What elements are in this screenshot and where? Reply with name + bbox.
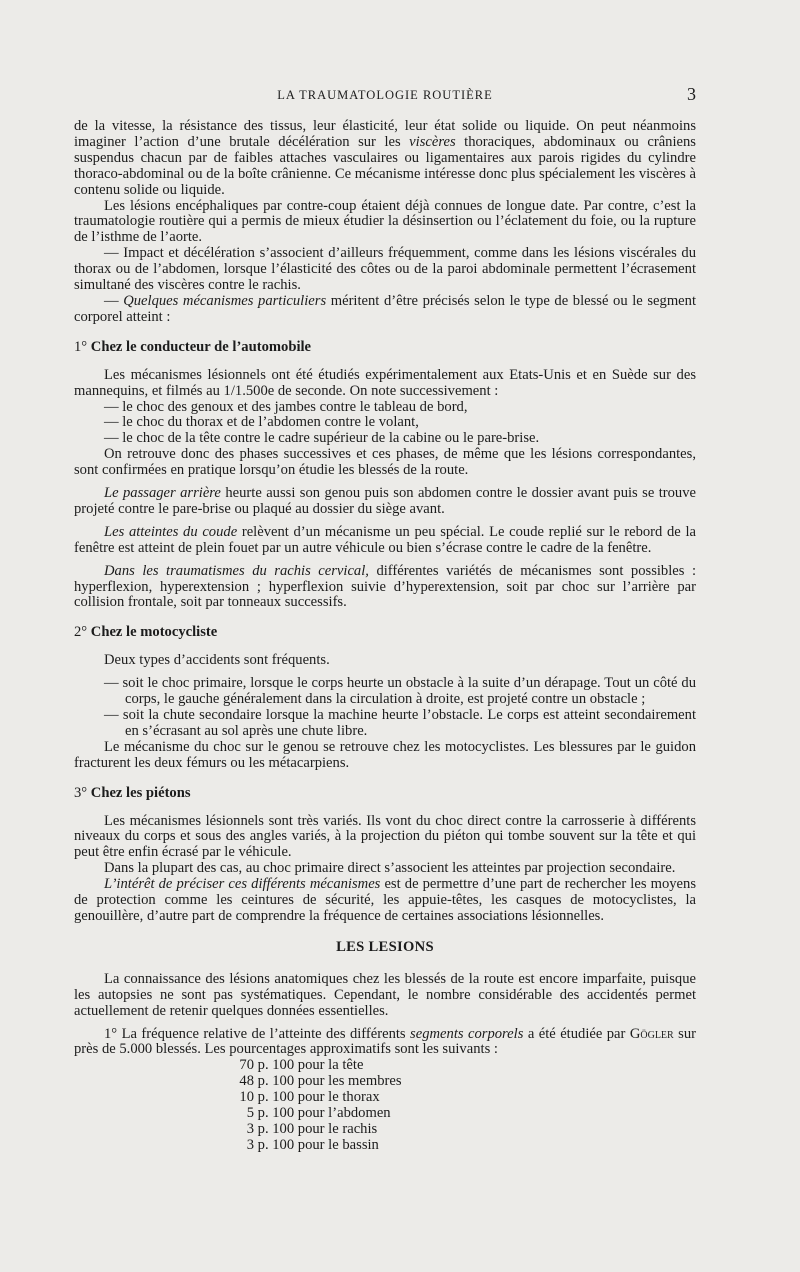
emphasis: L’intérêt de préciser ces différents mécanismes: [104, 876, 381, 893]
running-header: [74, 86, 696, 106]
list-item: — le choc du thorax et de l’abdomen contre le volant,: [104, 414, 419, 431]
paragraph: [74, 564, 696, 612]
author-name: Gögler: [629, 1025, 674, 1042]
section-title: Chez les piétons: [90, 784, 191, 801]
percentage-item: [228, 1122, 696, 1138]
paragraph: La connaissance des lésions anatomiques chez les blessés de la route est encore imparfaite, puisque les autopsies ne sont pas systématiques. Cependant, le nombre considérable des accidentés permet actuellement de retenir quelques données essentielles.: [74, 970, 696, 1019]
text-run: 1° La fréquence relative de l’atteinte des différents: [104, 1025, 411, 1042]
paragraph: [74, 119, 696, 199]
section-number: 3°: [74, 784, 91, 801]
list-item: — le choc de la tête contre le cadre supérieur de la cabine ou le pare-brise.: [104, 430, 540, 447]
section-heading-motorcyclist: [74, 625, 696, 641]
text-run: —: [104, 292, 124, 309]
section-title: Chez le conducteur de l’automobile: [90, 338, 312, 355]
emphasis: Les atteintes du coude: [104, 523, 238, 540]
text-run: relèvent d’un mécanisme un peu spécial. Le coude replié sur le rebord de la fenêtre est atteint de plein fouet par un autre véhicule ou bien s’écrase contre le cadre de la fenêtre.: [74, 523, 696, 556]
emphasis: Quelques mécanismes particuliers: [123, 292, 327, 309]
percentage-value: 5: [246, 1105, 254, 1122]
emphasis: segments corporels: [410, 1025, 524, 1042]
text-run: différentes variétés de mécanismes sont possibles : hyperflexion, hyperextension ; hyperflexion suivie d’hyperextension, soit par choc sur l’arrière par collision frontale, soit par tonneaux successifs.: [74, 562, 696, 611]
emphasis: viscères: [409, 133, 456, 150]
section-number: 1°: [74, 338, 91, 355]
percentage-label: p. 100 pour les membres: [254, 1073, 402, 1090]
section-heading-driver: [74, 340, 696, 356]
percentage-item: [228, 1074, 696, 1090]
paragraph: On retrouve donc des phases successives et ces phases, de même que les lésions correspondantes, sont confirmées en pratique lorsqu’on étudie les blessés de la route.: [74, 446, 696, 479]
percentage-item: [228, 1106, 696, 1122]
text-run: de la vitesse, la résistance des tissus, leur élasticité, leur état solide ou liquide. On peut néanmoins imaginer l’action d’une brutale décélération sur les: [74, 118, 696, 150]
percentage-value: 10: [239, 1089, 254, 1106]
text-run: est de permettre d’une part de rechercher les moyens de protection comme les ceintures de sécurité, les appuie-têtes, les casques de motocyclistes, la genouillère, d’autre part de comprendre la fréquence de certaines associations lésionnelles.: [74, 876, 696, 924]
text-run: thoraciques, abdominaux ou crâniens suspendus chacun par de faibles attaches vasculaires ou ligamentaires aux parois rigides du cylindre thoraco-abdominal ou de la boîte crânienne. Ce mécanisme intéresse donc plus spécialement les viscères à contenu solide ou liquide.: [74, 133, 696, 198]
paragraph: Les lésions encéphaliques par contre-coup étaient déjà connues de longue date. Par contre, c’est la traumatologie routière qui a permis de mieux étudier la désinsertion ou l’éclatement du foie, ou la rupture de l’isthme de l’aorte.: [74, 197, 696, 246]
text-run: heurte aussi son genou puis son abdomen contre le dossier avant puis se trouve projeté contre le pare-brise ou plaqué au dossier du siège avant.: [74, 485, 696, 517]
percentage-item: [228, 1058, 696, 1074]
chapter-heading-lesions: LES LESIONS: [336, 938, 434, 955]
paragraph: Les mécanismes lésionnels ont été étudiés expérimentalement aux Etats-Unis et en Suède sur des mannequins, et filmés au 1/1.500e de seconde. On note successivement :: [74, 366, 696, 399]
section-title: Chez le motocycliste: [90, 624, 218, 641]
page-body: [74, 119, 696, 1154]
text-run: méritent d’être précisés selon le type de blessé ou le segment corporel atteint :: [74, 292, 697, 325]
percentage-value: 3: [246, 1120, 254, 1137]
percentage-list: [228, 1058, 696, 1153]
paragraph: [74, 877, 696, 925]
emphasis: Dans les traumatismes du rachis cervical,: [104, 562, 369, 579]
section-heading-pedestrians: [74, 786, 696, 802]
list-item: — le choc des genoux et des jambes contre le tableau de bord,: [104, 398, 468, 415]
section-number: 2°: [74, 624, 91, 641]
percentage-label: p. 100 pour la tête: [254, 1057, 364, 1074]
percentage-label: p. 100 pour le thorax: [254, 1089, 380, 1106]
text-run: sur près de 5.000 blessés. Les pourcentages approximatifs sont les suivants :: [74, 1025, 696, 1058]
percentage-label: p. 100 pour l’abdomen: [254, 1105, 391, 1122]
text-run: a été étudiée par: [523, 1025, 630, 1042]
paragraph: [74, 294, 696, 326]
paragraph: [74, 486, 696, 518]
paragraph: Le mécanisme du choc sur le genou se retrouve chez les motocyclistes. Les blessures par le guidon fracturent les deux fémurs ou les métacarpiens.: [74, 738, 696, 771]
paragraph: [74, 525, 696, 557]
paragraph: — Impact et décélération s’associent d’ailleurs fréquemment, comme dans les lésions viscérales du thorax ou de l’abdomen, lorsque l’élasticité des côtes ou de la paroi abdominale permettent l’écrasement simultané des viscères contre le rachis.: [74, 245, 696, 294]
running-title: LA TRAUMATOLOGIE ROUTIÈRE: [277, 88, 493, 102]
paragraph: [74, 1027, 696, 1059]
percentage-item: [228, 1090, 696, 1106]
percentage-value: 70: [239, 1057, 254, 1074]
percentage-value: 3: [246, 1136, 254, 1153]
list-item: — soit la chute secondaire lorsque la machine heurte l’obstacle. Le corps est atteint secondairement en s’écrasant au sol après une chute libre.: [104, 707, 696, 739]
percentage-label: p. 100 pour le bassin: [254, 1136, 379, 1153]
paragraph: Dans la plupart des cas, au choc primaire direct s’associent les atteintes par projection secondaire.: [104, 860, 676, 877]
percentage-item: [228, 1138, 696, 1154]
percentage-value: 48: [239, 1073, 254, 1090]
emphasis: Le passager arrière: [104, 485, 221, 502]
page-number: 3: [687, 84, 696, 104]
list-item: — soit le choc primaire, lorsque le corps heurte un obstacle à la suite d’un dérapage. Tout un côté du corps, le gauche généralement dans la circulation à droite, est projeté contre un obstacle ;: [104, 675, 696, 708]
percentage-label: p. 100 pour le rachis: [254, 1120, 378, 1137]
paragraph: Les mécanismes lésionnels sont très variés. Ils vont du choc direct contre la carrosserie à différents niveaux du corps et sous des angles variés, à la projection du piéton qui tombe souvent sur la tête et qui peut être enfin écrasé par le véhicule.: [74, 812, 696, 861]
paragraph: Deux types d’accidents sont fréquents.: [104, 652, 330, 669]
